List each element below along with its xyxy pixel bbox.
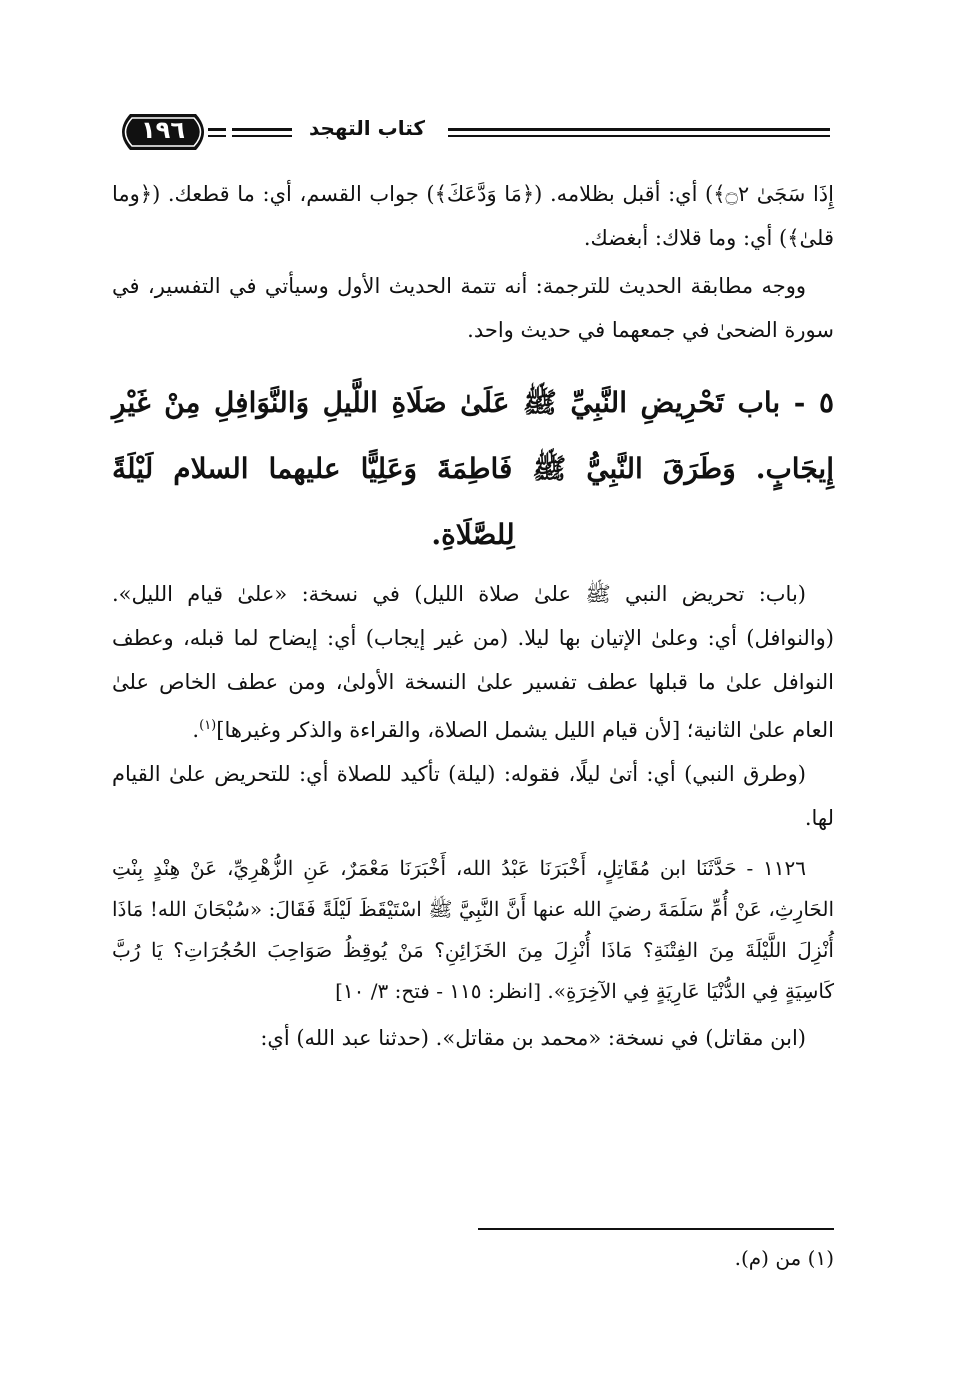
- footnote-marker: (١): [199, 718, 217, 733]
- paragraph-tarq-commentary: (وطرق النبي) أي: أتىٰ ليلًا، فقوله: (ليلة) تأكيد للصلاة أي: للتحريض علىٰ القيام لها.: [112, 762, 834, 830]
- paragraph-chapter-commentary: [112, 572, 834, 752]
- page-header: [112, 112, 830, 152]
- page-body: [112, 172, 834, 1060]
- page-number: ١٩٦: [141, 116, 185, 144]
- header-rule-right-lower: [448, 135, 830, 137]
- paragraph-narrator-commentary: (ابن مقاتل) في نسخة: «محمد بن مقاتل». (حدثنا عبد الله) أي:: [260, 1026, 806, 1050]
- header-rule-right: [448, 128, 830, 131]
- running-book-title: كتاب التهجد: [308, 116, 426, 140]
- page-number-badge: [112, 112, 214, 152]
- paragraph-tafsir-end: إِذَا سَجَىٰ ۝٢﴾) أي: أقبل بظلامه. (﴿مَا وَدَّعَكَ﴾) جواب القسم، أي: ما قطعك. (﴿وما قلىٰ﴾) أي: وما قلاك: أبغضك.: [112, 182, 834, 250]
- chapter-heading: ٥ - باب تَحْرِيضِ النَّبِيِّ ﷺ عَلَىٰ صَلَاةِ اللَّيلِ وَالنَّوَافِلِ مِنْ غَيْرِ إِيجَابٍ. وَطَرَقَ النَّبِيُّ ﷺ فَاطِمَةَ وَعَلِيًّا عليهما السلام لَيْلَةً لِلصَّلَاةِ.: [112, 386, 834, 551]
- footnote: (١) من (م).: [734, 1246, 834, 1270]
- header-rule-middle-lower: [232, 135, 292, 137]
- hadith-text: ١١٢٦ - حَدَّثَنَا ابن مُقَاتِلٍ، أَخْبَرَنَا عَبْدُ الله، أَخْبَرَنَا مَعْمَرٌ، عَنِ الزُّهْرِيِّ، عَنْ هِنْدٍ بِنْتِ الحَارِثِ، عَنْ أُمِّ سَلَمَةَ رضيَ الله عنها أَنَّ النَّبِيَّ ﷺ اسْتَيْقَظَ لَيْلَةً فَقَالَ: «سُبْحَانَ الله! مَاذَا أُنْزِلَ اللَّيْلَةَ مِنَ الفِتْنَةِ؟ مَاذَا أُنْزِلَ مِنَ الخَزَائِنِ؟ مَنْ يُوقِظُ صَوَاحِبَ الحُجُرَاتِ؟ يَا رُبَّ كَاسِيَةٍ فِي الدُّنْيَا عَارِيَةٍ فِي الآخِرَةِ». [انظر: ١١٥ - فتح: ٣/ ١٠]: [112, 856, 834, 1003]
- footnote-separator: [478, 1228, 834, 1230]
- paragraph-hadith-correspondence: ووجه مطابقة الحديث للترجمة: أنه تتمة الحديث الأول وسيأتي في التفسير، في سورة الضحىٰ في جمعهما في حديث واحد.: [112, 274, 834, 342]
- header-rule-middle: [232, 128, 292, 131]
- paragraph-chapter-commentary-end: .: [192, 718, 200, 742]
- paragraph-chapter-commentary-text: (باب: تحريض النبي ﷺ علىٰ صلاة الليل) في نسخة: «علىٰ قيام الليل». (والنوافل) أي: وعلىٰ الإتيان بها ليلا. (من غير إيجاب) أي: إيضاح لما قبله، وعطف النوافل علىٰ ما قبلها عطف تفسير علىٰ النسخة الأولىٰ، ومن عطف الخاص علىٰ العام علىٰ الثانية؛ [لأن قيام الليل يشمل الصلاة، والقراءة والذكر وغيرها]: [112, 582, 834, 742]
